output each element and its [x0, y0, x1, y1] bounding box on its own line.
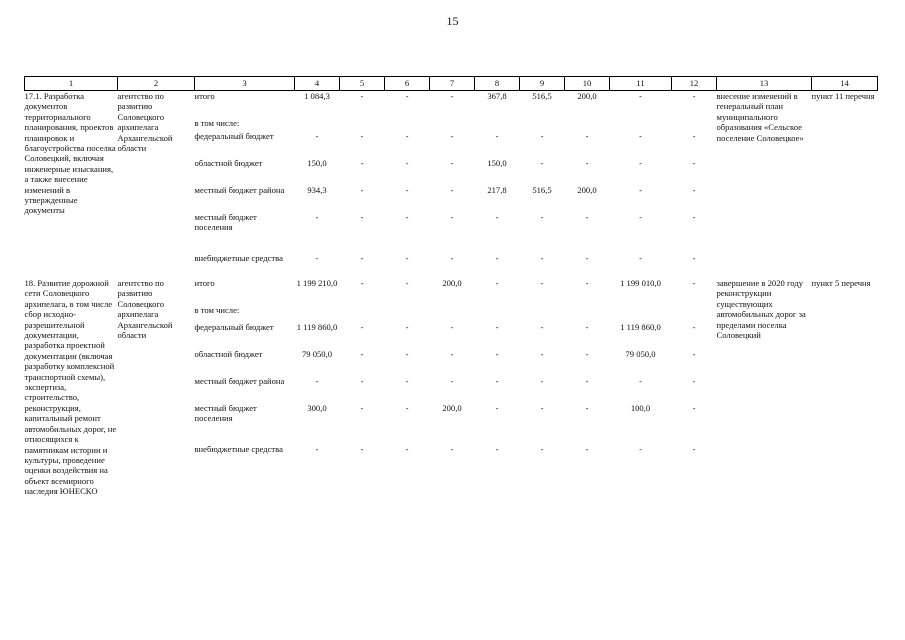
funding-value: -	[450, 158, 454, 168]
expected-result: завершение в 2020 году реконструкции существующих автомобильных дорог за пределами поселка Соловецкий	[716, 278, 806, 341]
funding-value: -	[540, 278, 544, 288]
column-header: 7	[430, 77, 475, 91]
funding-source-label: областной бюджет	[194, 349, 263, 359]
funding-value: -	[360, 403, 364, 413]
funding-value: -	[450, 185, 454, 195]
funding-row	[195, 185, 717, 212]
funding-value: -	[692, 91, 696, 101]
funding-value: 1 119 860,0	[296, 322, 338, 332]
column-header: 5	[340, 77, 385, 91]
funding-value: -	[585, 322, 589, 332]
funding-row	[195, 322, 717, 349]
funding-row	[195, 253, 717, 278]
funding-value	[672, 118, 717, 131]
header-row	[25, 77, 878, 91]
funding-value: -	[360, 131, 364, 141]
funding-value: -	[540, 376, 544, 386]
funding-value: 300,0	[307, 403, 327, 413]
funding-value: -	[450, 322, 454, 332]
funding-value: 217,8	[487, 185, 507, 195]
funding-row	[195, 444, 717, 469]
column-header: 14	[812, 77, 878, 91]
funding-row	[195, 376, 717, 403]
page-number: 15	[446, 14, 459, 28]
funding-value: -	[585, 278, 589, 288]
funding-value: -	[360, 212, 364, 222]
funding-value: -	[450, 131, 454, 141]
funding-value: -	[692, 322, 696, 332]
funding-value	[610, 118, 672, 131]
funding-value: 1 119 860,0	[620, 322, 661, 332]
funding-value	[610, 305, 672, 322]
funding-value: -	[585, 349, 589, 359]
funding-value: -	[540, 158, 544, 168]
funding-value: -	[692, 278, 696, 288]
funding-value: -	[360, 278, 364, 288]
funding-value	[475, 305, 520, 322]
responsible-executor: агентство по развитию Соловецкого архипелага Архангельской области	[117, 278, 173, 341]
funding-value: -	[495, 403, 499, 413]
list-reference: пункт 5 перечня	[811, 278, 871, 288]
funding-value: -	[405, 158, 409, 168]
funding-sources	[195, 91, 717, 279]
measure-description: 18. Развитие дорожной сети Соловецкого архипелага, в том числе сбор исходно-разрешительной документации, разработка проектной документации (включая разработку комплексной транспортной схемы), экспертиза, строительство, реконструкция, капитальный ремонт автомобильных дорог, не относящихся к памятникам истории и культуры, проведение оценки воздействия на объект всемирного наследия ЮНЕСКО	[24, 278, 117, 497]
funding-value: 200,0	[442, 278, 462, 288]
funding-value: -	[692, 253, 696, 263]
funding-value: -	[360, 444, 364, 454]
funding-value: -	[692, 158, 696, 168]
funding-value	[430, 118, 475, 131]
column-header: 6	[385, 77, 430, 91]
column-header: 13	[717, 77, 812, 91]
funding-value	[672, 305, 717, 322]
funding-value: -	[405, 278, 409, 288]
funding-value: -	[639, 131, 642, 141]
funding-value: 79 050,0	[301, 349, 333, 359]
funding-row	[195, 212, 717, 253]
funding-value: -	[360, 376, 364, 386]
funding-value: -	[692, 131, 696, 141]
funding-value: -	[405, 322, 409, 332]
funding-value: -	[495, 278, 499, 288]
funding-value: -	[585, 253, 589, 263]
funding-value: 150,0	[487, 158, 507, 168]
funding-value: -	[585, 212, 589, 222]
funding-value: -	[360, 185, 364, 195]
funding-value: 79 050,0	[625, 349, 656, 359]
funding-value	[430, 305, 475, 322]
funding-row	[195, 131, 717, 158]
funding-value	[520, 305, 565, 322]
funding-value: 516,5	[532, 185, 552, 195]
funding-value: -	[692, 444, 696, 454]
column-header: 8	[475, 77, 520, 91]
table-row	[25, 91, 878, 279]
funding-value: -	[639, 185, 642, 195]
funding-value: -	[639, 212, 642, 222]
column-header: 12	[672, 77, 717, 91]
column-header: 11	[610, 77, 672, 91]
funding-value: -	[495, 131, 499, 141]
funding-source-label: в том числе:	[194, 118, 240, 128]
funding-value	[295, 305, 340, 322]
funding-value: 200,0	[577, 91, 597, 101]
funding-value: -	[360, 322, 364, 332]
funding-value: -	[405, 444, 409, 454]
funding-value: -	[639, 253, 642, 263]
funding-row	[195, 118, 717, 131]
funding-value: -	[540, 444, 544, 454]
funding-value: -	[405, 185, 409, 195]
funding-value: -	[585, 158, 589, 168]
funding-value: 200,0	[577, 185, 597, 195]
funding-value: -	[692, 212, 696, 222]
funding-value	[475, 118, 520, 131]
funding-value: 1 084,3	[304, 91, 330, 101]
funding-sources	[195, 278, 717, 497]
funding-value	[385, 118, 430, 131]
expected-result: внесение изменений в генеральный план муниципального образования «Сельское поселение Соловецкое»	[716, 91, 804, 143]
funding-value: -	[540, 212, 544, 222]
funding-value: -	[315, 444, 319, 454]
funding-value: -	[495, 212, 499, 222]
funding-value: -	[585, 376, 589, 386]
funding-value: -	[692, 185, 696, 195]
funding-value: -	[495, 253, 499, 263]
funding-value	[385, 305, 430, 322]
funding-value: -	[450, 444, 454, 454]
measure-description: 17.1. Разработка документов территориального планирования, проектов планировок и благоустройства поселка Соловецкий, включая инженерные изыскания, а также внесение изменений в утвержденные документы	[24, 91, 116, 216]
funding-row	[195, 349, 717, 376]
funding-value: -	[540, 349, 544, 359]
funding-source-label: итого	[194, 278, 215, 288]
funding-row	[195, 158, 717, 185]
funding-value	[340, 305, 385, 322]
funding-row	[195, 91, 717, 118]
column-header: 9	[520, 77, 565, 91]
list-reference: пункт 11 перечня	[811, 91, 875, 101]
funding-value: 1 199 010,0	[620, 278, 661, 288]
funding-row	[195, 305, 717, 322]
funding-value: -	[639, 91, 642, 101]
funding-value: -	[495, 322, 499, 332]
funding-value: -	[360, 349, 364, 359]
funding-value: -	[639, 444, 642, 454]
funding-source-label: областной бюджет	[194, 158, 263, 168]
funding-value: 367,8	[487, 91, 507, 101]
funding-value	[565, 118, 610, 131]
funding-source-label: итого	[194, 91, 215, 101]
funding-row	[195, 278, 717, 305]
funding-value: -	[692, 403, 696, 413]
column-header: 1	[25, 77, 118, 91]
funding-value: -	[405, 349, 409, 359]
funding-source-label: местный бюджет поселения	[194, 403, 257, 424]
funding-source-label: внебюджетные средства	[194, 253, 283, 263]
funding-value: -	[405, 253, 409, 263]
funding-value: -	[495, 349, 499, 359]
funding-value: -	[315, 253, 319, 263]
funding-source-label: местный бюджет поселения	[194, 212, 257, 233]
funding-value: -	[405, 131, 409, 141]
funding-value: -	[405, 376, 409, 386]
funding-value: 200,0	[442, 403, 462, 413]
funding-value: 516,5	[532, 91, 552, 101]
funding-value: -	[405, 212, 409, 222]
funding-value	[520, 118, 565, 131]
funding-value: -	[450, 212, 454, 222]
program-table	[24, 76, 878, 497]
funding-value: 1 199 210,0	[296, 278, 338, 288]
funding-value: -	[540, 131, 544, 141]
funding-value: -	[495, 376, 499, 386]
funding-value	[295, 118, 340, 131]
funding-value: 934,3	[307, 185, 327, 195]
funding-source-label: федеральный бюджет	[194, 131, 274, 141]
funding-value: -	[450, 349, 454, 359]
column-header: 4	[295, 77, 340, 91]
funding-value	[340, 118, 385, 131]
funding-value: -	[405, 91, 409, 101]
funding-row	[195, 403, 717, 444]
funding-source-label: местный бюджет района	[194, 185, 285, 195]
funding-value: -	[585, 444, 589, 454]
funding-source-label: внебюджетные средства	[194, 444, 283, 454]
funding-value: -	[692, 376, 696, 386]
table-row	[25, 278, 878, 497]
funding-value: -	[315, 212, 319, 222]
funding-value: -	[495, 444, 499, 454]
funding-value: 100,0	[630, 403, 651, 413]
funding-value: -	[315, 376, 319, 386]
funding-value: -	[360, 158, 364, 168]
funding-value: -	[540, 322, 544, 332]
column-header: 2	[118, 77, 195, 91]
funding-source-label: в том числе:	[194, 305, 240, 315]
funding-value: -	[360, 91, 364, 101]
funding-source-label: местный бюджет района	[194, 376, 285, 386]
funding-value: -	[639, 376, 642, 386]
funding-value: -	[450, 253, 454, 263]
funding-value: -	[585, 403, 589, 413]
funding-value: -	[315, 131, 319, 141]
funding-value: -	[450, 376, 454, 386]
column-header: 10	[565, 77, 610, 91]
funding-value	[565, 305, 610, 322]
funding-value: -	[360, 253, 364, 263]
funding-value: -	[405, 403, 409, 413]
funding-source-label: федеральный бюджет	[194, 322, 274, 332]
column-header: 3	[195, 77, 295, 91]
funding-value: -	[639, 158, 642, 168]
responsible-executor: агентство по развитию Соловецкого архипелага Архангельской области	[117, 91, 173, 154]
funding-value: -	[540, 403, 544, 413]
funding-value: 150,0	[307, 158, 327, 168]
funding-value: -	[692, 349, 696, 359]
funding-value: -	[540, 253, 544, 263]
funding-value: -	[585, 131, 589, 141]
funding-value: -	[450, 91, 454, 101]
